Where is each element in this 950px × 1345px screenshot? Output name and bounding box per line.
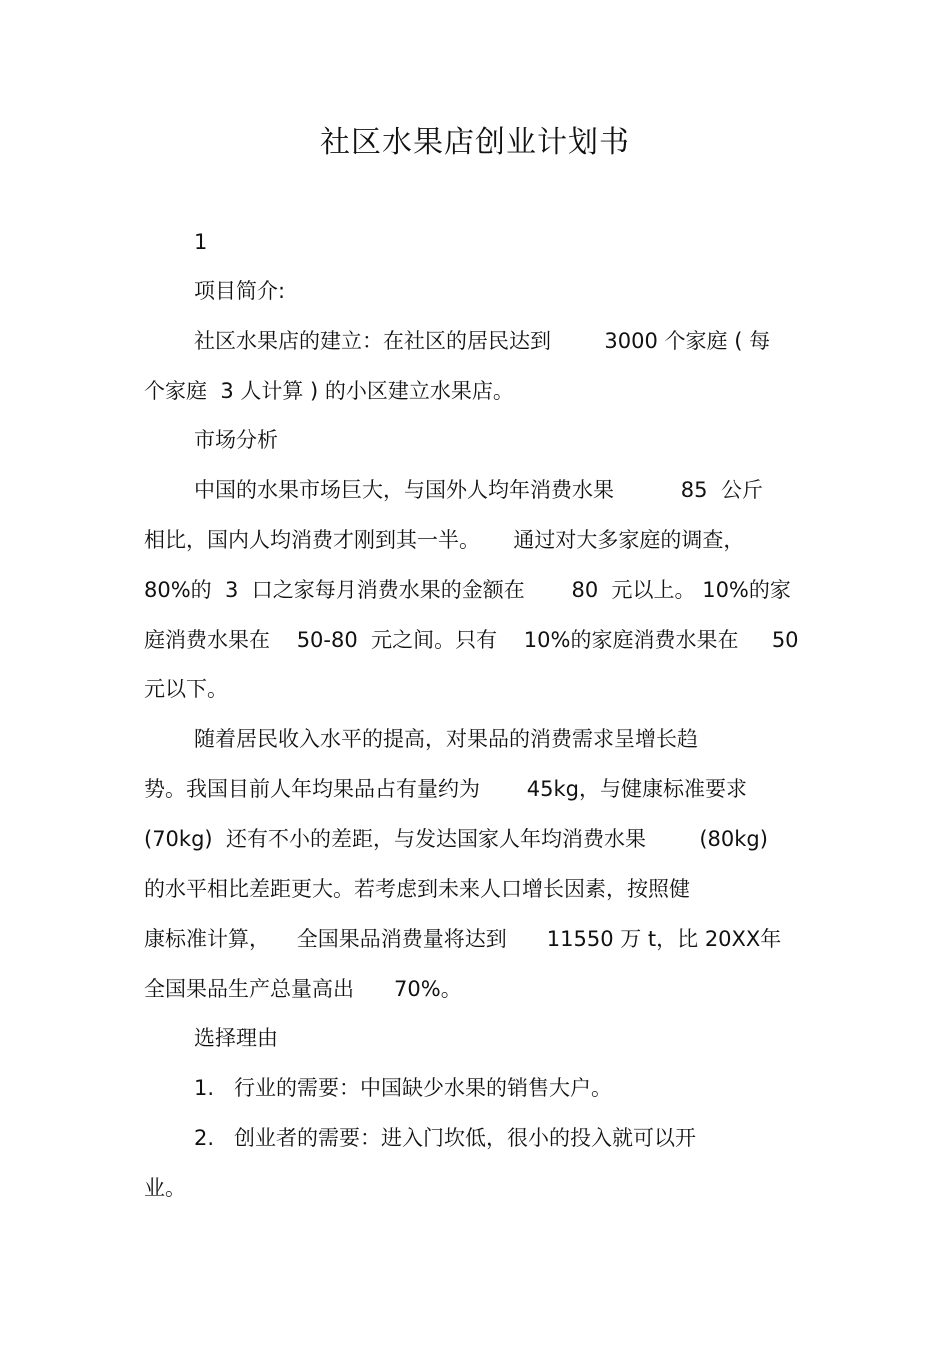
paragraph-line: 康标准计算， 全国果品消费量将达到 11550 万 t，比 20XX年 bbox=[144, 927, 782, 951]
list-item-continuation: 业。 bbox=[144, 1176, 186, 1200]
paragraph-line: 随着居民收入水平的提高，对果品的消费需求呈增长趋 bbox=[194, 727, 698, 751]
heading-market-analysis: 市场分析 bbox=[194, 428, 278, 452]
paragraph-line: 相比，国内人均消费才刚到其一半。 通过对大多家庭的调查， bbox=[144, 528, 745, 552]
page-title: 社区水果店创业计划书 bbox=[320, 125, 630, 160]
paragraph-line: 个家庭 3 人计算 ) 的小区建立水果店。 bbox=[144, 379, 514, 403]
paragraph-line: 社区水果店的建立：在社区的居民达到 3000 个家庭 ( 每 bbox=[194, 329, 771, 353]
paragraph-line: 全国果品生产总量高出 70%。 bbox=[144, 977, 462, 1001]
paragraph-line: 庭消费水果在 50-80 元之间。只有 10%的家庭消费水果在 50 bbox=[144, 628, 799, 652]
list-item: 2. 创业者的需要：进入门坎低，很小的投入就可以开 bbox=[194, 1126, 697, 1150]
paragraph-line: 元以下。 bbox=[144, 677, 228, 701]
paragraph-line: (70kg) 还有不小的差距，与发达国家人年均消费水果 (80kg) bbox=[144, 827, 768, 851]
paragraph-line: 80%的 3 口之家每月消费水果的金额在 80 元以上。 10%的家 bbox=[144, 578, 791, 602]
section-number: 1 bbox=[194, 230, 208, 254]
list-item: 1. 行业的需要：中国缺少水果的销售大户。 bbox=[194, 1076, 613, 1100]
heading-selection-reasons: 选择理由 bbox=[194, 1026, 278, 1050]
paragraph-line: 势。我国目前人年均果品占有量约为 45kg，与健康标准要求 bbox=[144, 777, 747, 801]
paragraph-line: 的水平相比差距更大。若考虑到未来人口增长因素，按照健 bbox=[144, 877, 690, 901]
heading-project-intro: 项目简介: bbox=[194, 279, 286, 303]
paragraph-line: 中国的水果市场巨大，与国外人均年消费水果 85 公斤 bbox=[194, 478, 763, 502]
